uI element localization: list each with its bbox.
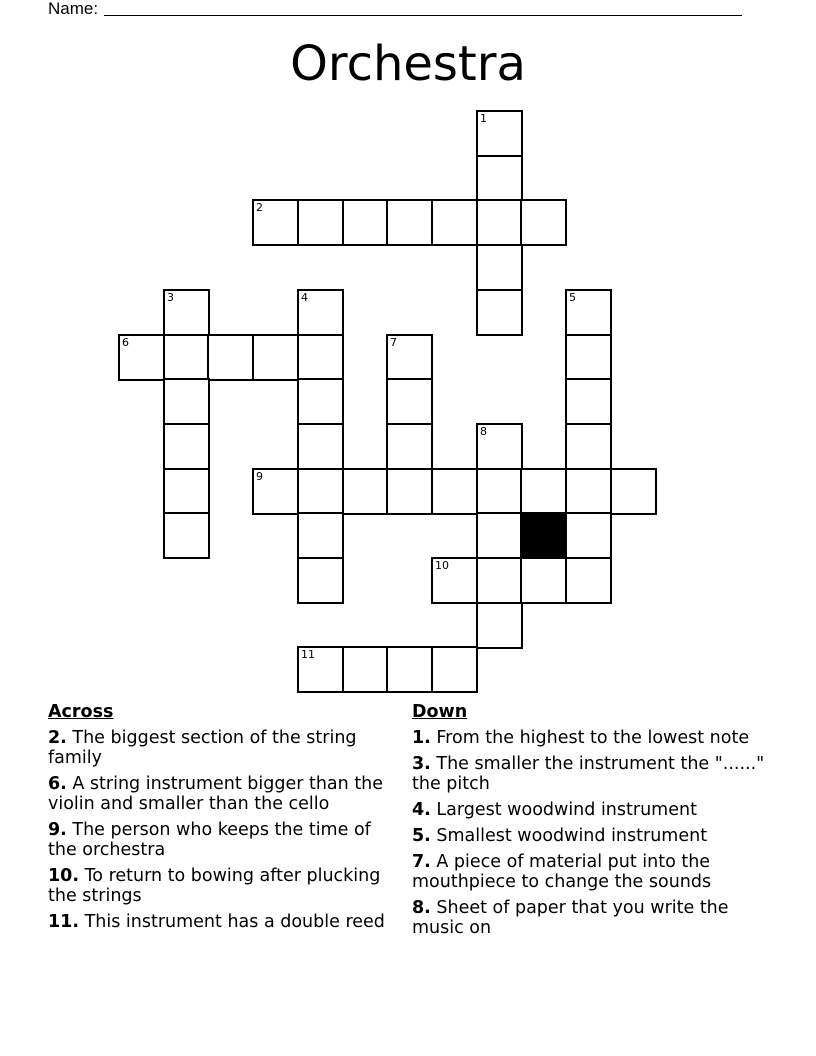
grid-cell[interactable] — [476, 602, 523, 649]
puzzle-title: Orchestra — [290, 36, 526, 92]
grid-cell[interactable] — [386, 199, 433, 246]
down-clues — [412, 702, 772, 944]
clue-number-label: 4. — [412, 800, 431, 820]
down-clue-list — [412, 728, 772, 938]
across-clue-list — [48, 728, 393, 932]
grid-cell[interactable] — [565, 423, 612, 470]
clue-number-label: 9. — [48, 820, 67, 840]
grid-cell[interactable] — [297, 423, 344, 470]
grid-cell[interactable] — [386, 378, 433, 425]
grid-cell[interactable] — [476, 110, 523, 157]
grid-cell[interactable] — [520, 468, 567, 515]
clue-number-label: 3. — [412, 754, 431, 774]
clue-number-label: 8. — [412, 898, 431, 918]
across-clue — [48, 820, 393, 860]
clue-number: 10 — [435, 559, 449, 572]
down-clue — [412, 852, 772, 892]
clue-number: 2 — [256, 201, 263, 214]
clue-text: From the highest to the lowest note — [430, 728, 750, 748]
clue-text: The biggest section of the string family — [48, 728, 357, 768]
grid-cell[interactable] — [431, 557, 478, 604]
grid-cell[interactable] — [565, 557, 612, 604]
grid-cell[interactable] — [252, 334, 299, 381]
across-clue — [48, 866, 393, 906]
across-clue — [48, 728, 393, 768]
grid-cell[interactable] — [431, 646, 478, 693]
clue-number-label: 10. — [48, 866, 80, 886]
black-square — [520, 512, 567, 559]
clue-text: The person who keeps the time of the orchestra — [48, 820, 371, 860]
clue-text: A piece of material put into the mouthpiece to change the sounds — [412, 852, 712, 892]
name-blank-line[interactable] — [104, 15, 742, 16]
clue-number: 4 — [301, 291, 308, 304]
grid-cell[interactable] — [342, 199, 389, 246]
grid-cell[interactable] — [386, 468, 433, 515]
clue-text: Largest woodwind instrument — [430, 800, 697, 820]
grid-cell[interactable] — [207, 334, 254, 381]
clue-number: 5 — [569, 291, 576, 304]
clue-number: 7 — [390, 336, 397, 349]
clue-number-label: 5. — [412, 826, 431, 846]
grid-cell[interactable] — [386, 334, 433, 381]
clue-number-label: 1. — [412, 728, 431, 748]
grid-cell[interactable] — [565, 378, 612, 425]
clue-number: 1 — [480, 112, 487, 125]
grid-cell[interactable] — [297, 468, 344, 515]
clue-text: This instrument has a double reed — [79, 912, 385, 932]
grid-cell[interactable] — [565, 289, 612, 336]
clue-number-label: 11. — [48, 912, 80, 932]
clue-number: 11 — [301, 648, 315, 661]
across-clue — [48, 774, 393, 814]
grid-cell[interactable] — [565, 468, 612, 515]
clue-number-label: 6. — [48, 774, 67, 794]
clue-number-label: 7. — [412, 852, 431, 872]
clue-text: Sheet of paper that you write the music on — [412, 898, 729, 938]
grid-cell[interactable] — [163, 423, 210, 470]
grid-cell[interactable] — [476, 512, 523, 559]
down-clue — [412, 826, 772, 846]
grid-cell[interactable] — [163, 334, 210, 381]
across-clues — [48, 702, 393, 938]
grid-cell[interactable] — [476, 155, 523, 202]
grid-cell[interactable] — [252, 199, 299, 246]
down-clue — [412, 898, 772, 938]
grid-cell[interactable] — [565, 512, 612, 559]
clue-number: 3 — [167, 291, 174, 304]
grid-cell[interactable] — [476, 423, 523, 470]
clue-text: A string instrument bigger than the violin and smaller than the cello — [48, 774, 384, 814]
grid-cell[interactable] — [520, 557, 567, 604]
grid-cell[interactable] — [565, 334, 612, 381]
down-clue — [412, 754, 772, 794]
clue-number: 6 — [122, 336, 129, 349]
grid-cell[interactable] — [386, 646, 433, 693]
grid-cell[interactable] — [297, 199, 344, 246]
grid-cell[interactable] — [297, 512, 344, 559]
clue-number: 9 — [256, 470, 263, 483]
grid-cell[interactable] — [342, 468, 389, 515]
across-heading: Across — [48, 702, 114, 722]
down-clue — [412, 800, 772, 820]
clue-number: 8 — [480, 425, 487, 438]
grid-cell[interactable] — [163, 289, 210, 336]
grid-cell[interactable] — [297, 334, 344, 381]
grid-cell[interactable] — [163, 378, 210, 425]
grid-cell[interactable] — [297, 557, 344, 604]
clue-text: Smallest woodwind instrument — [430, 826, 708, 846]
grid-cell[interactable] — [297, 378, 344, 425]
grid-cell[interactable] — [610, 468, 657, 515]
name-label: Name: — [48, 0, 99, 18]
grid-cell[interactable] — [118, 334, 165, 381]
clue-text: The smaller the instrument the "......" the pitch — [412, 754, 765, 794]
grid-cell[interactable] — [342, 646, 389, 693]
grid-cell[interactable] — [476, 244, 523, 291]
grid-cell[interactable] — [476, 199, 523, 246]
down-heading: Down — [412, 702, 468, 722]
across-clue — [48, 912, 393, 932]
grid-cell[interactable] — [163, 468, 210, 515]
down-clue — [412, 728, 772, 748]
grid-cell[interactable] — [476, 289, 523, 336]
clue-number-label: 2. — [48, 728, 67, 748]
grid-cell[interactable] — [297, 289, 344, 336]
grid-cell[interactable] — [297, 646, 344, 693]
grid-cell[interactable] — [431, 468, 478, 515]
clue-text: To return to bowing after plucking the strings — [48, 866, 381, 906]
grid-cell[interactable] — [476, 557, 523, 604]
grid-cell[interactable] — [520, 199, 567, 246]
grid-cell[interactable] — [386, 423, 433, 470]
grid-cell[interactable] — [476, 468, 523, 515]
grid-cell[interactable] — [163, 512, 210, 559]
grid-cell[interactable] — [252, 468, 299, 515]
grid-cell[interactable] — [431, 199, 478, 246]
